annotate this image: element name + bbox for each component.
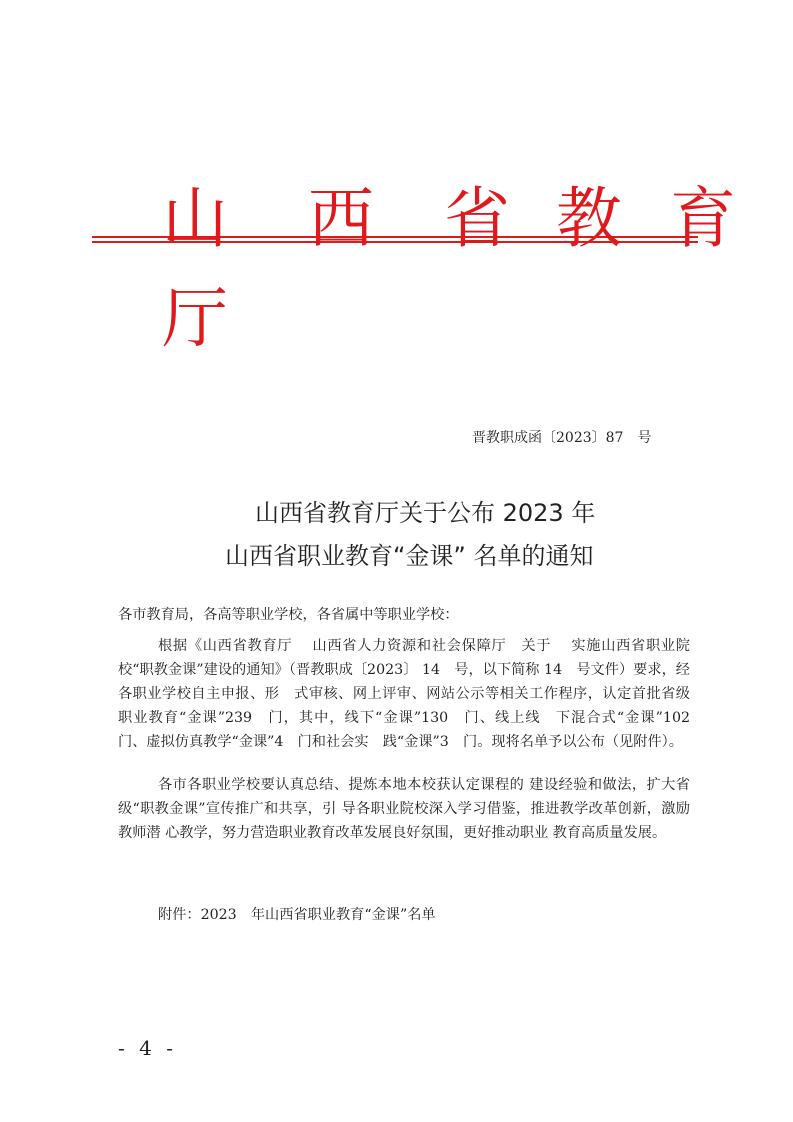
page-number: - 4 - <box>118 1036 177 1060</box>
letterhead-char: 厅 <box>162 280 228 357</box>
attachment-note: 附件：2023 年山西省职业教育“金课”名单 <box>158 907 436 923</box>
document-title-line-1: 山西省教育厅关于公布 2023 年 <box>255 499 596 527</box>
body-paragraph: 各市各职业学校要认真总结、提炼本地本校获认定课程的 建设经验和做法，扩大省级“职教金课”宣传推广和共享，引 导各职业院校深入学习借鉴，推进教学改革创新，激励教师潜 心教学，努力营造职业教育改革发展良好氛围，更好推动职业 教育高质量发展。 <box>118 777 690 841</box>
salutation: 各市教育局，各高等职业学校，各省属中等职业学校： <box>118 607 459 623</box>
letterhead-char: 育 <box>670 180 736 257</box>
letterhead-char: 西 <box>308 180 374 257</box>
letterhead-char: 教 <box>556 180 622 257</box>
document-title-line-2: 山西省职业教育“金课” 名单的通知 <box>225 542 594 570</box>
letterhead-char: 省 <box>444 180 510 257</box>
letterhead-char: 山 <box>162 180 228 257</box>
document-number: 晋教职成函〔2023〕87 号 <box>472 430 652 446</box>
body-paragraph: 根据《山西省教育厅 山西省人力资源和社会保障厅 关于 实施山西省职业院校“职教金课”建设的通知》（晋教职成〔2023〕 14 号，以下简称 14 号文件）要求，经各职业学校自主申报、形 式审核、网上评审、网站公示等相关工作程序，认定首批省级 职业教育“金课”239 门，其中，线下“金课”130 门、线上线 下混合式“金课”102 门、虚拟仿真教学“金课”4 门和社会实 践“金课”3 门。现将名单予以公布（见附件）。 <box>118 638 709 750</box>
